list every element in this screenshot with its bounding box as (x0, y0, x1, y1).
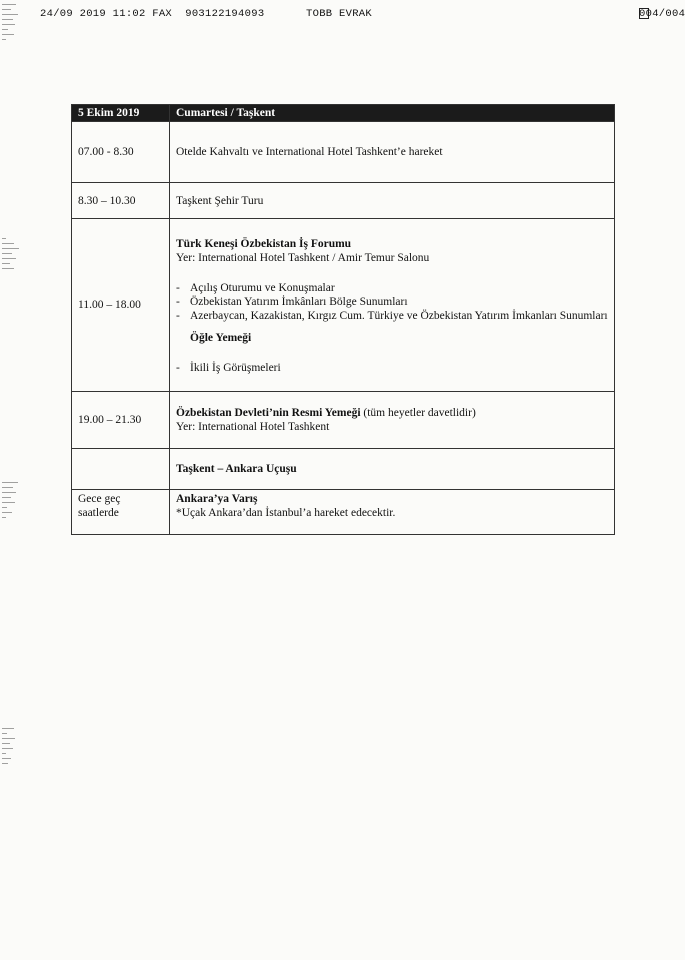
fax-page-label: 004/004 (639, 8, 685, 20)
table-row (72, 219, 615, 392)
forum-agenda-list (176, 281, 608, 323)
row-time: Gece geç saatlerde (72, 490, 170, 535)
scan-noise-bottom (2, 728, 24, 768)
row-time: 07.00 - 8.30 (72, 122, 170, 183)
list-item: - Özbekistan Yatırım İmkânları Bölge Sunumları (176, 295, 608, 309)
arrival-note: *Uçak Ankara’dan İstanbul’a hareket edecektir. (176, 507, 396, 519)
scan-noise-low (2, 482, 24, 522)
schedule-day-location: Cumartesi / Taşkent (170, 105, 615, 122)
dinner-venue: Yer: International Hotel Tashkent (176, 421, 330, 433)
lunch-label: Öğle Yemeği (190, 332, 252, 344)
dinner-title: Özbekistan Devleti’nin Resmi Yemeği (176, 407, 361, 419)
flight-title: Taşkent – Ankara Uçuşu (170, 449, 615, 490)
row-time: 19.00 – 21.30 (72, 392, 170, 449)
row-time: 11.00 – 18.00 (72, 219, 170, 392)
list-item: - İkili İş Görüşmeleri (176, 361, 608, 375)
schedule-table (71, 104, 615, 535)
row-activity: Taşkent Şehir Turu (170, 183, 615, 219)
row-time: 8.30 – 10.30 (72, 183, 170, 219)
scan-noise-top (2, 4, 24, 44)
row-activity: Otelde Kahvaltı ve International Hotel Tashkent’e hareket (170, 122, 615, 183)
forum-cell (170, 219, 615, 392)
dinner-cell (170, 392, 615, 449)
list-item: - Azerbaycan, Kazakistan, Kırgız Cum. Türkiye ve Özbekistan Yatırım İmkanları Sunumları (176, 309, 608, 323)
table-row (72, 449, 615, 490)
table-row (72, 490, 615, 535)
fax-title: TOBB EVRAK (306, 8, 373, 20)
row-time (72, 449, 170, 490)
schedule-header-row (72, 105, 615, 122)
arrival-cell (170, 490, 615, 535)
fax-header (40, 8, 685, 24)
table-row (72, 122, 615, 183)
dinner-note: (tüm heyetler davetlidir) (360, 407, 476, 419)
forum-title: Türk Keneşi Özbekistan İş Forumu (176, 238, 352, 250)
forum-after-list (176, 361, 608, 375)
table-row (72, 183, 615, 219)
table-row (72, 392, 615, 449)
forum-venue: Yer: International Hotel Tashkent / Amir Temur Salonu (176, 252, 430, 264)
scan-noise-mid (2, 238, 24, 273)
fax-stamp: 24/09 2019 11:02 FAX 903122194093 (40, 8, 265, 20)
schedule-date: 5 Ekim 2019 (72, 105, 170, 122)
list-item: - Açılış Oturumu ve Konuşmalar (176, 281, 608, 295)
arrival-title: Ankara’ya Varış (176, 493, 258, 505)
